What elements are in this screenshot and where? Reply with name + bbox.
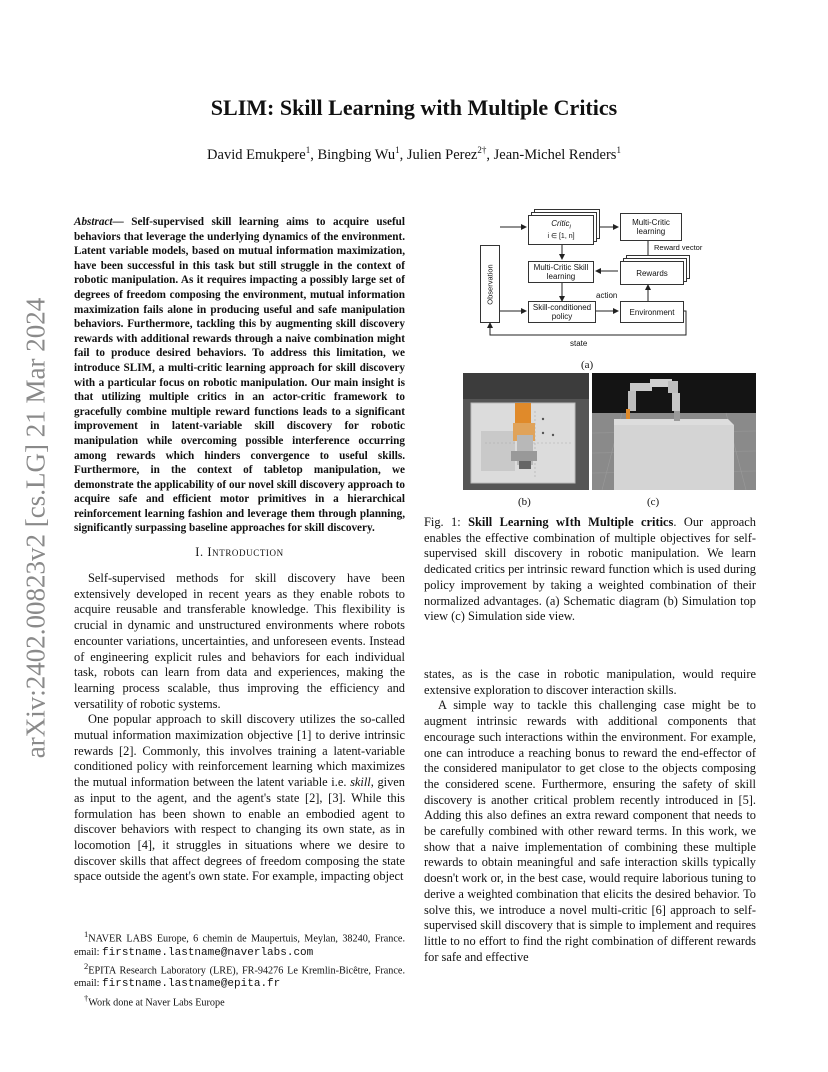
intro-body	[74, 571, 405, 885]
critic-subscript: i	[569, 224, 571, 231]
caption-title: Skill Learning wIth Multiple critics	[468, 515, 674, 529]
simulation-side-view	[592, 373, 756, 490]
rewards-box	[620, 261, 684, 285]
footnote-text: NAVER LABS Europe, 6 chemin de Maupertuis, Meylan, 38240, France. email:	[74, 933, 405, 958]
author-affil: 1	[305, 145, 311, 155]
simulation-top-view	[463, 373, 589, 490]
footnote	[74, 960, 405, 992]
multi-critic-skill-box	[528, 261, 594, 283]
environment-box	[620, 301, 684, 323]
arxiv-sidebar	[14, 288, 58, 768]
skill-policy-label: Skill-conditioned policy	[532, 303, 592, 321]
intro-paragraph	[74, 712, 405, 885]
author-list: David Emukpere$^1$, Bingbing Wu$^1$, Julien Perez$^{2\dagger}$, Jean-Michel Renders$^1$	[207, 145, 621, 163]
text-run: One popular approach to skill discovery utilizes the so-called mutual information maximization objective [1] to derive intrinsic rewards [2]. Commonly, this involves training a latent-variable conditioned policy with reinforcement learning which maximizes the mutual information between the latent variable i.e.	[74, 712, 405, 790]
paper-title: SLIM: Skill Learning with Multiple Critics	[210, 95, 618, 120]
side-view-image	[592, 373, 756, 490]
section-heading	[74, 545, 405, 560]
intro-paragraph: Self-supervised methods for skill discovery have been extensively developed in recent years as they enable robots to acquire reusable and transferable knowledge. This flexibility is crucial in dynamic and unstructured environments where robots encounter variations, uncertainties, and unforeseen events. Instead of engineering explicit rules and behaviors for each individual task, robots can learn from data and experiences, making the learning process scalable, thus improving the efficiency and versatility of robotic systems.	[74, 571, 405, 711]
footnote-mark: †	[84, 992, 89, 1003]
footnote-text: EPITA Research Laboratory (LRE), FR-94276 Le Kremlin-Bicêtre, France. email:	[74, 965, 405, 990]
text-run: , given as input to the agent, and the agent's state [2], [3]. While this formulation has been shown to enable an embodied agent to discover behaviors with respect to changing its own state, as in locomotion [4], it struggles in situations where we desire to discover skills that affect degrees of freedom composing the state space outside the agent's own state. For example, impacting object	[74, 775, 405, 884]
environment-label: Environment	[629, 307, 675, 317]
figure-caption	[424, 515, 756, 625]
state-label: state	[570, 339, 588, 348]
footnotes	[74, 928, 405, 1009]
footnote-text: Work done at Naver Labs Europe	[88, 996, 225, 1008]
section-number: I.	[195, 545, 204, 559]
reward-vector-label: Reward vector	[654, 243, 703, 252]
critic-box	[528, 215, 594, 245]
caption-prefix: Fig. 1:	[424, 515, 469, 529]
figure-label-b: (b)	[518, 496, 531, 508]
multi-critic-learning-label: Multi-Critic learning	[632, 218, 670, 236]
author-affil: 1	[616, 145, 621, 155]
top-view-image	[463, 373, 589, 490]
skill-policy-box	[528, 301, 596, 323]
abstract-text: — Self-supervised skill learning aims to acquire useful behaviors that leverage the underlying dynamics of the environment. Latent variable models, based on mutual information maximization, have been successful in this task but still struggle in the context of robotic manipulation. As it requires impacting a possibly large set of degrees of freedom composing the environment, mutual information maximization fails alone in producing useful and safe manipulation behaviors. Furthermore, tackling this by augmenting skill discovery rewards with additional rewards through a naive combination might fail to produce desired behaviors. To address this limitation, we introduce SLIM, a multi-critic learning approach for skill discovery with a particular focus on robotic manipulation. Our main insight is that utilizing multiple critics in an actor-critic framework to gracefully combine multiple reward functions leads to a significant improvement in latent-variable skill discovery for robotic manipulation while overcoming possible interference occurring among rewards which hinders convergence to useful skills. Furthermore, in the context of tabletop manipulation, we demonstrate the applicability of our novel skill discovery approach to acquire safe and efficient motor primitives in a hierarchical reinforcement learning fashion and leverage them through planning, significantly surpassing baseline approaches for skill discovery.	[74, 216, 405, 535]
right-column-body	[424, 667, 756, 965]
rewards-label: Rewards	[636, 268, 668, 278]
author-name: Julien Perez	[406, 146, 478, 163]
author-affil: 1	[395, 145, 400, 155]
observation-label: Observation	[485, 263, 495, 305]
abstract	[74, 215, 405, 536]
footnote-email: firstname.lastname@epita.fr	[102, 978, 281, 991]
figure-label-a: (a)	[581, 359, 594, 371]
multi-critic-skill-label: Multi-Critic Skill learning	[533, 263, 589, 281]
body-paragraph: A simple way to tackle this challenging case might be to augment intrinsic rewards with additional components that encourage such interactions within the environment. For example, one can introduce a reaching bonus to reward the end-effector of the considered manipulator to get close to the objects composing the considered scene. Furthermore, ensuring the safety of skill discovery is another critical problem recently introduced in [5]. Adding this also defines an extra reward component that needs to be carefully combined with other reward terms. In this work, we show that a naive implementation of combining these multiple rewards to obtain meaningful and safe interaction skills typically doesn't work or, in the best case, would require laborious tuning to derive a weighted combination that elicits the desired behavior. To solve this, we introduce a novel multi-critic [6] approach to self-supervised skill discovery that is simple to implement and requires little to no effort to find the right combination of different rewards for safe and effective	[424, 698, 756, 964]
schematic-diagram	[478, 205, 703, 355]
footnote-mark: 1	[84, 929, 89, 939]
author-name: David Emukpere	[207, 146, 306, 163]
body-paragraph: states, as is the case in robotic manipulation, would require extensive exploration to discover interaction skills.	[424, 667, 756, 697]
abstract-lead: Abstract	[74, 216, 113, 228]
author-affil: 2†	[477, 145, 487, 155]
footnote-mark: 2	[84, 960, 89, 971]
author-name: Bingbing Wu	[317, 146, 396, 163]
critic-label: Critic	[551, 218, 570, 228]
emphasis: skill	[350, 775, 371, 790]
section-title: Introduction	[207, 545, 284, 559]
action-label: action	[596, 291, 618, 300]
footnote	[74, 992, 405, 1010]
author-name: Jean-Michel Renders	[493, 146, 617, 163]
caption-paragraph	[424, 515, 756, 625]
figure-label-c: (c)	[647, 496, 660, 508]
observation-box	[480, 245, 500, 323]
multi-critic-learning-box	[620, 213, 682, 241]
arxiv-identifier: arXiv:2402.00823v2 [cs.LG] 21 Mar 2024	[20, 297, 51, 759]
caption-text: . Our approach enables the effective combination of multiple objectives for self-supervised skill discovery in robotic manipulation. We learn dedicated critics per intrinsic reward function which is used during policy improvement by taking a weighted combination of their normalized advantages. (a) Schematic diagram (b) Simulation top view (c) Simulation side view.	[424, 515, 756, 624]
critic-range: i ∈ [1, n]	[547, 233, 575, 241]
footnote	[74, 928, 405, 960]
footnote-email: firstname.lastname@naverlabs.com	[102, 946, 314, 959]
